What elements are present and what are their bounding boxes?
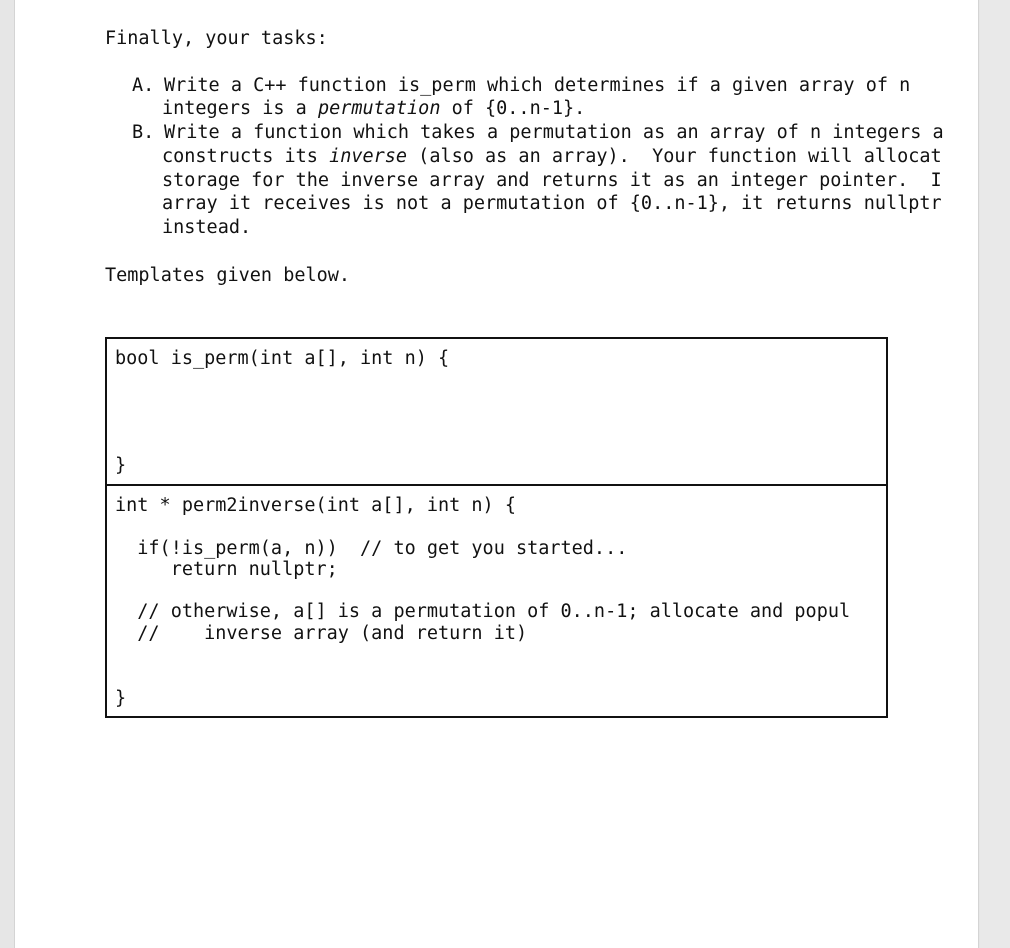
task-b-line-2-text-a: constructs its <box>162 146 330 167</box>
task-b-line-4-text: array it receives is not a permutation of {0..n-1}, it returns nullptr <box>162 193 942 214</box>
code-line: // inverse array (and return it) <box>115 623 528 644</box>
task-b-marker: B. <box>132 122 155 143</box>
task-a-line-2 <box>162 98 585 119</box>
task-b-line-3-text: storage for the inverse array and returns it as an integer pointer. I <box>162 170 942 191</box>
code-line: bool is_perm(int a[], int n) { <box>115 348 450 369</box>
code-line: return nullptr; <box>115 559 338 580</box>
code-line: // otherwise, a[] is a permutation of 0..n-1; allocate and popul <box>115 601 851 622</box>
task-b-line-1 <box>164 122 944 143</box>
task-a-line-1 <box>164 75 910 96</box>
scrollbar-track[interactable] <box>980 0 1010 948</box>
task-b-emphasis-inverse: inverse <box>329 146 408 167</box>
task-a-line-2-text-a: integers is a <box>162 98 318 119</box>
task-b-line-3 <box>162 170 942 191</box>
intro-text: Finally, your tasks: <box>105 28 328 49</box>
task-a-line-1-text: Write a C++ function is_perm which determines if a given array of n <box>164 75 911 96</box>
task-b-line-2 <box>162 146 942 167</box>
code-template-perm2inverse <box>105 484 888 718</box>
document-page <box>14 0 979 948</box>
code-line: if(!is_perm(a, n)) // to get you started... <box>115 538 628 559</box>
code-line: } <box>115 688 127 709</box>
task-b-line-5-text: instead. <box>162 217 252 238</box>
code-template-is-perm <box>105 337 888 486</box>
task-b-line-4 <box>162 193 942 214</box>
task-a-line-2-text-b: of {0..n-1}. <box>440 98 586 119</box>
task-a-marker: A. <box>132 75 155 96</box>
task-a-emphasis-permutation: permutation <box>317 98 441 119</box>
code-line: int * perm2inverse(int a[], int n) { <box>115 495 516 516</box>
templates-label: Templates given below. <box>105 265 351 286</box>
task-b-line-5 <box>162 217 251 238</box>
task-b-line-2-text-b: (also as an array). Your function will allocat <box>407 146 942 167</box>
task-b-line-1-text: Write a function which takes a permutation as an array of n integers a <box>164 122 944 143</box>
code-line: } <box>115 455 127 476</box>
